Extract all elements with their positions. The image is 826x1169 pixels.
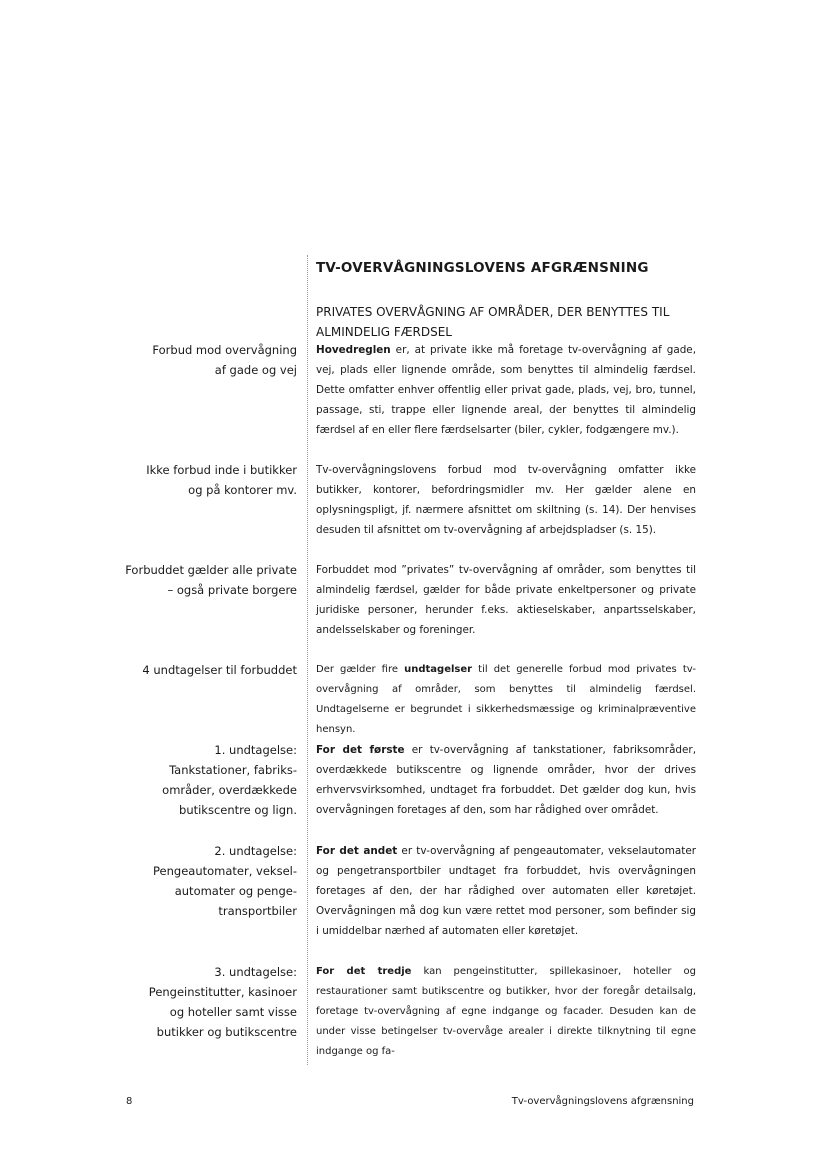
paragraph-shops: Tv-overvågningslovens forbud mod tv-overvågning omfatter ikke butikker, kontorer, befordringsmidler mv. Her gælder alene en oplysningspligt, jf. nærmere afsnittet om skiltning (s. 14). Der henvises desuden til afsnittet om tv-overvågning af arbejdspladser (s. 15). <box>316 464 696 536</box>
page-title: TV-OVERVÅGNINGSLOVENS AFGRÆNSNING <box>316 260 649 276</box>
running-title: Tv-overvågningslovens afgrænsning <box>511 1096 694 1107</box>
side-note-all-private: Forbuddet gælder alle private – også private borgere <box>125 563 297 597</box>
page-number: 8 <box>126 1096 133 1107</box>
side-note-exception-3: 3. undtagelse: Pengeinstitutter, kasinoer og hoteller samt visse butikker og butikscentre <box>148 965 297 1039</box>
paragraph-main-rule: Hovedreglen er, at private ikke må foretage tv-overvågning af gade, vej, plads eller lignende område, som benyttes til almindelig færdsel. Dette omfatter enhver offentlig eller privat gade, plads, vej, bro, tunnel, passage, sti, trappe eller lignende areal, der benyttes til almindelig færdsel af en eller flere færdselsarter (biler, cykler, fodgængere mv.). <box>316 344 696 436</box>
paragraph-exception-3: For det tredje kan pengeinstitutter, spillekasinoer, hoteller og restaurationer samt butikscentre og butikker, hvor der foregår detailsalg, foretage tv-overvågning af egne indgange og facader. Desuden kan de under visse betingelser tv-overvåge arealer i direkte tilknytning til egne indgange og fa- <box>316 966 696 1057</box>
paragraph-all-private: Forbuddet mod ”privates” tv-overvågning af områder, som benyttes til almindelig færdsel, gælder for både private enkeltpersoner og private juridiske personer, herunder f.eks. aktieselskaber, anpartsselskaber, andelsselskaber og foreninger. <box>316 564 696 636</box>
side-note-shops: Ikke forbud inde i butikker og på kontorer mv. <box>146 463 297 497</box>
side-note-exceptions: 4 undtagelser til forbuddet <box>142 663 297 677</box>
paragraph-exception-2: For det andet er tv-overvågning af pengeautomater, vekselautomater og pengetransportbiler undtaget fra forbuddet, hvis overvågningen foretages af den, der har rådighed over automaten eller køretøjet. Overvågningen må dog kun være rettet mod personer, som befinder sig i umiddelbar nærhed af automaten eller køretøjet. <box>316 845 696 937</box>
paragraph-exceptions: Der gælder fire undtagelser til det generelle forbud mod privates tv-overvågning af områder, som benyttes til almindelig færdsel. Undtagelserne er begrundet i sikkerhedsmæssige og kriminalpræventive hensyn. <box>316 664 696 735</box>
side-note-exception-2: 2. undtagelse: Pengeautomater, veksel- automater og penge- transportbiler <box>153 844 297 918</box>
side-note-exception-1: 1. undtagelse: Tankstationer, fabriks- områder, overdækkede butikscentre og lign. <box>162 743 297 817</box>
paragraph-exception-1: For det første er tv-overvågning af tankstationer, fabriksområder, overdækkede butikscentre og lignende områder, hvor der drives erhvervsvirksomhed, undtaget fra forbuddet. Det gælder dog kun, hvis overvågningen foretages af den, som har rådighed over området. <box>316 744 696 816</box>
margin-rule <box>307 255 308 1065</box>
side-note-ban: Forbud mod overvågning af gade og vej <box>152 343 297 377</box>
section-subheading: PRIVATES OVERVÅGNING AF OMRÅDER, DER BENYTTES TIL ALMINDELIG FÆRDSEL <box>316 305 670 339</box>
